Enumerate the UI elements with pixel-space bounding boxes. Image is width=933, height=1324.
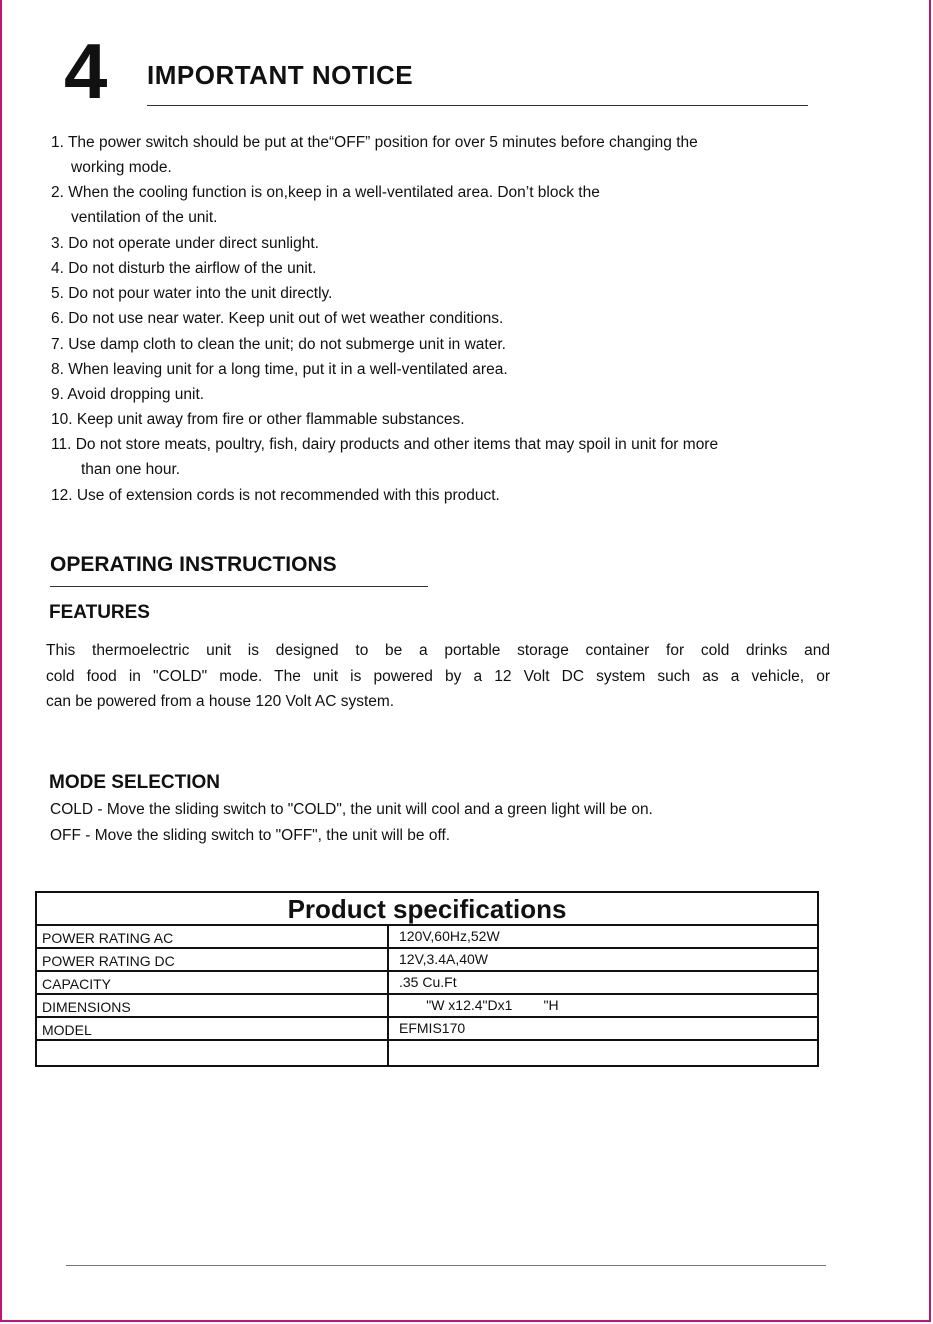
notice-line: 11. Do not store meats, poultry, fish, dairy products and other items that may spoil in unit for more: [51, 436, 719, 453]
section-number: 4: [64, 27, 108, 115]
spec-row: [37, 949, 817, 972]
spec-value: .35 Cu.Ft: [399, 974, 457, 990]
spec-label: MODEL: [42, 1022, 92, 1038]
title-rule: [147, 105, 808, 106]
features-line: This thermoelectric unit is designed to be a portable storage container for cold drinks and: [46, 642, 830, 659]
notice-title: IMPORTANT NOTICE: [147, 60, 414, 90]
notice-line: working mode.: [71, 159, 172, 176]
operating-title: OPERATING INSTRUCTIONS: [50, 553, 337, 576]
notice-line: 2. When the cooling function is on,keep in a well-ventilated area. Don’t block the: [51, 184, 600, 201]
operating-rule: [50, 586, 428, 587]
notice-line: 3. Do not operate under direct sunlight.: [51, 235, 319, 252]
notice-line: than one hour.: [81, 461, 181, 478]
spec-value: 120V,60Hz,52W: [399, 928, 500, 944]
spec-row: [37, 1018, 817, 1041]
notice-line: 7. Use damp cloth to clean the unit; do not submerge unit in water.: [51, 336, 506, 353]
mode-line: OFF - Move the sliding switch to "OFF", the unit will be off.: [50, 827, 451, 844]
notice-line: 6. Do not use near water. Keep unit out of wet weather conditions.: [51, 310, 504, 327]
notice-line: 4. Do not disturb the airflow of the unit.: [51, 260, 317, 277]
spec-row: [37, 995, 817, 1018]
spec-table: [35, 891, 819, 1067]
notice-line: 12. Use of extension cords is not recommended with this product.: [51, 487, 500, 504]
notice-line: ventilation of the unit.: [71, 209, 218, 226]
spec-label: POWER RATING DC: [42, 953, 175, 969]
features-title: FEATURES: [49, 602, 150, 623]
spec-row: [37, 972, 817, 995]
spec-label: DIMENSIONS: [42, 999, 131, 1015]
notice-line: 9. Avoid dropping unit.: [51, 386, 205, 403]
mode-title: MODE SELECTION: [49, 772, 221, 793]
notice-line: 1. The power switch should be put at the“OFF” position for over 5 minutes before changing the: [51, 134, 698, 151]
spec-value: EFMIS170: [399, 1020, 466, 1036]
features-line: can be powered from a house 120 Volt AC system.: [46, 693, 395, 710]
notice-line: 8. When leaving unit for a long time, put it in a well-ventilated area.: [51, 361, 508, 378]
spec-value: "W x12.4"Dx1 "H: [399, 997, 559, 1013]
features-line: cold food in "COLD" mode. The unit is powered by a 12 Volt DC system such as a vehicle, or: [46, 668, 830, 685]
spec-value: 12V,3.4A,40W: [399, 951, 488, 967]
spec-row: [37, 1041, 817, 1064]
spec-label: POWER RATING AC: [42, 930, 174, 946]
mode-line: COLD - Move the sliding switch to "COLD", the unit will cool and a green light will be on.: [50, 801, 653, 818]
notice-line: 5. Do not pour water into the unit directly.: [51, 285, 333, 302]
notice-line: 10. Keep unit away from fire or other flammable substances.: [51, 411, 465, 428]
spec-row: [37, 926, 817, 949]
footer-rule: [66, 1265, 826, 1266]
spec-table-title: Product specifications: [37, 893, 817, 926]
spec-label: CAPACITY: [42, 976, 111, 992]
